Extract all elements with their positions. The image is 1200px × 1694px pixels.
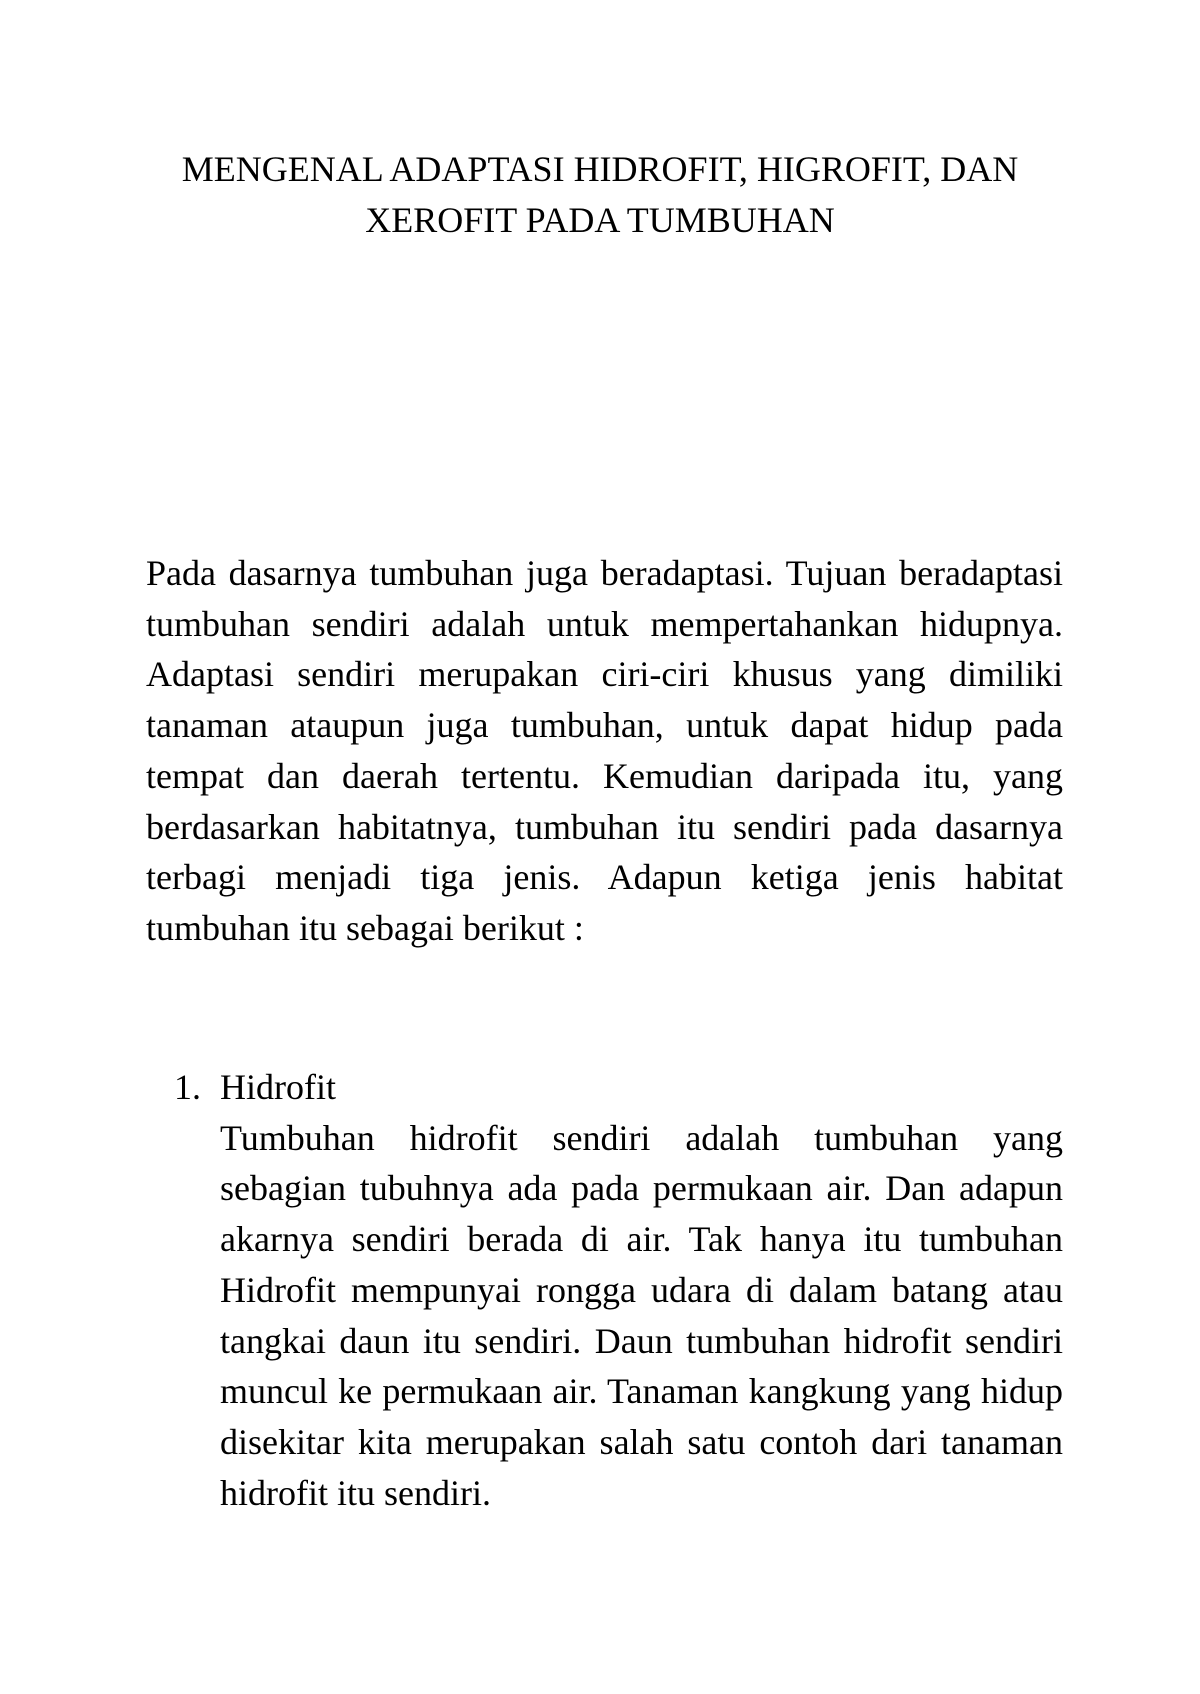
title-line-1: MENGENAL ADAPTASI HIDROFIT, HIGROFIT, DAN xyxy=(181,149,1019,189)
list-item-text: Tumbuhan hidrofit sendiri adalah tumbuhan yang sebagian tubuhnya ada pada permukaan air. Dan adapun akarnya sendiri berada di air. Tak hanya itu tumbuhan Hidrofit mempunyai rongga udara di dalam batang atau tangkai daun itu sendiri. Daun tumbuhan hidrofit sendiri muncul ke permukaan air. Tanaman kangkung yang hidup disekitar kita merupakan salah satu contoh dari tanaman hidrofit itu sendiri. xyxy=(220,1117,1063,1513)
intro-paragraph: Pada dasarnya tumbuhan juga beradaptasi. Tujuan beradaptasi tumbuhan sendiri adalah untuk mempertahankan hidupnya. Adaptasi sendiri merupakan ciri-ciri khusus yang dimiliki tanaman ataupun juga tumbuhan, untuk dapat hidup pada tempat dan daerah tertentu. Kemudian daripada itu, yang berdasarkan habitatnya, tumbuhan itu sendiri pada dasarnya terbagi menjadi tiga jenis. Adapun ketiga jenis habitat tumbuhan itu sebagai berikut : xyxy=(146,553,1063,948)
list-item-number: 1. xyxy=(174,1067,201,1107)
list-item xyxy=(146,1062,1063,1518)
title-line-2: XEROFIT PADA TUMBUHAN xyxy=(365,200,835,240)
list-item-heading: Hidrofit xyxy=(220,1067,336,1107)
document-title xyxy=(120,144,1080,246)
habitat-list xyxy=(146,1062,1063,1518)
